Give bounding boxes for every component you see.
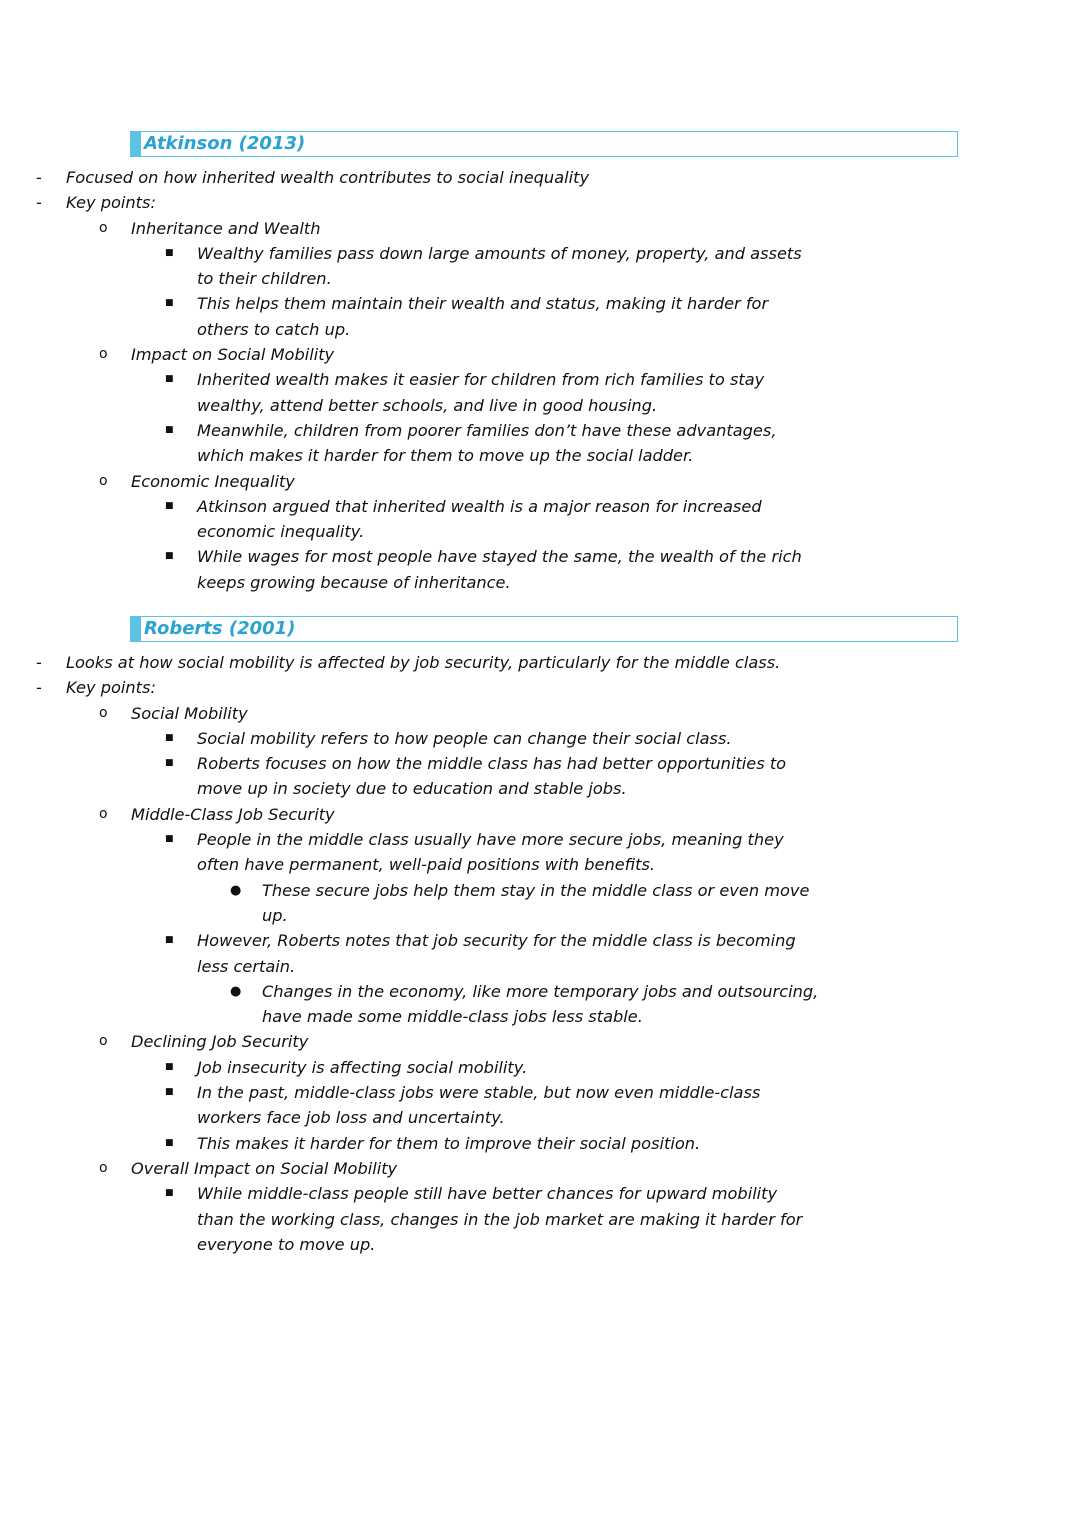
list-item [0,979,822,1030]
list-item-text: Social Mobility [131,703,248,723]
bullet-marker-icon: ■ [165,758,174,769]
bullet-marker-icon: ■ [165,424,174,435]
list-item-text: Changes in the economy, like more temporary jobs and outsourcing, have made some middle-class jobs less stable. [262,981,819,1027]
list-item-text: Wealthy families pass down large amounts of money, property, and assets to their children. [197,243,802,289]
list-item [0,367,817,418]
list-item-text: Middle-Class Job Security [131,804,335,824]
list-item [0,1131,817,1156]
list-item-text: While wages for most people have stayed the same, the wealth of the rich keeps growing because of inheritance. [197,547,802,592]
list-item-text: Declining Job Security [131,1032,309,1052]
section-heading [130,616,958,642]
list-item-text: Overall Impact on Social Mobility [131,1158,398,1178]
bullet-marker-icon: o [99,704,108,721]
bullet-marker-icon: ■ [165,247,174,258]
bullet-marker-icon: o [99,1033,108,1050]
bullet-marker-icon: ■ [165,1137,174,1148]
list-item-text: While middle-class people still have better chances for upward mobility than the working class, changes in the job market are making it harder for everyone to move up. [197,1184,803,1254]
bullet-marker-icon: o [99,805,108,822]
bullet-marker-icon: ■ [165,1061,174,1072]
list-item [0,418,817,469]
heading-text: Atkinson (2013) [144,133,306,154]
sub-list [0,241,958,342]
list-item-text: Social mobility refers to how people can change their social class. [197,728,732,748]
sub-list [0,1181,958,1257]
list-item [0,494,817,545]
list-item [0,675,958,700]
sub-list [0,367,958,468]
list-item-text: Inheritance and Wealth [131,218,321,238]
list-item-text: Meanwhile, children from poorer families don’t have these advantages, which makes it harder for them to move up the social ladder. [197,420,777,466]
list-item [0,1181,817,1257]
section-heading [130,131,958,157]
list-item-text: Roberts focuses on how the middle class has had better opportunities to move up in society due to education and stable jobs. [197,754,787,799]
section-atkinson [36,131,958,595]
list-item [0,544,817,595]
sub-list [0,701,958,1258]
bullet-marker-icon: ■ [165,551,174,562]
bullet-marker-icon: - [36,193,42,213]
bullet-marker-icon: ● [230,882,242,898]
list-item-text: Looks at how social mobility is affected by job security, particularly for the middle class. [66,653,781,672]
list-item [0,827,817,878]
list-item [0,1156,958,1181]
list-item-text: Economic Inequality [131,471,295,491]
bullet-marker-icon: o [99,346,108,363]
sub-list [0,494,958,595]
bullet-marker-icon: - [36,653,42,672]
list-item [0,216,958,241]
bullet-marker-icon: o [99,472,108,489]
list-item-text: Inherited wealth makes it easier for children from rich families to stay wealthy, attend better schools, and live in good housing. [197,370,765,415]
list-item-text: Focused on how inherited wealth contributes to social inequality [66,168,590,187]
list-item-text: However, Roberts notes that job security for the middle class is becoming less certain. [197,931,796,976]
sub-list [0,726,958,802]
list-item-text: Job insecurity is affecting social mobility. [197,1057,528,1077]
bullet-marker-icon: ■ [165,298,174,309]
list-item [0,701,958,726]
heading-text: Roberts (2001) [144,618,296,639]
section-roberts [36,616,958,1257]
list-item [0,878,822,929]
bullet-marker-icon: o [99,1159,108,1176]
list-item-text: Atkinson argued that inherited wealth is a major reason for increased economic inequality. [197,496,762,542]
list-item [0,291,817,342]
list-item [0,1029,958,1054]
sub-list [0,979,958,1030]
bullet-marker-icon: - [36,168,42,187]
list-item [0,928,817,979]
list-item [0,1080,817,1131]
list-item-text: People in the middle class usually have more secure jobs, meaning they often have permanent, well-paid positions with benefits. [197,830,784,875]
bullet-marker-icon: ■ [165,1087,174,1098]
list-item-text: These secure jobs help them stay in the middle class or even move up. [262,880,810,925]
bullet-marker-icon: ■ [165,834,174,845]
list-item [0,1055,817,1080]
bullet-marker-icon: ■ [165,935,174,946]
list-item [0,650,958,675]
bullet-marker-icon: ● [230,983,242,999]
bullet-marker-icon: - [36,678,42,698]
list-item-text: In the past, middle-class jobs were stable, but now even middle-class workers face job loss and uncertainty. [197,1083,761,1128]
sub-list [0,1055,958,1156]
list-item-text: Key points: [66,193,156,213]
list-item-text: Key points: [66,678,156,698]
list-item [0,726,817,751]
bullet-marker-icon: ■ [165,1188,174,1199]
list-item [0,342,958,367]
bullet-list [0,650,958,1257]
list-item [0,469,958,494]
bullet-marker-icon: o [99,219,108,236]
sub-list [0,216,958,595]
sub-list [0,878,958,929]
list-item [0,802,958,827]
list-item [0,751,817,802]
bullet-list [0,165,958,595]
list-item [0,190,958,215]
bullet-marker-icon: ■ [165,732,174,743]
list-item-text: Impact on Social Mobility [131,345,335,365]
sub-list [0,827,958,1029]
bullet-marker-icon: ■ [165,374,174,385]
list-item-text: This makes it harder for them to improve their social position. [197,1133,701,1153]
list-item [0,165,958,190]
bullet-marker-icon: ■ [165,500,174,511]
list-item-text: This helps them maintain their wealth and status, making it harder for others to catch up. [197,294,769,339]
list-item [0,241,817,292]
